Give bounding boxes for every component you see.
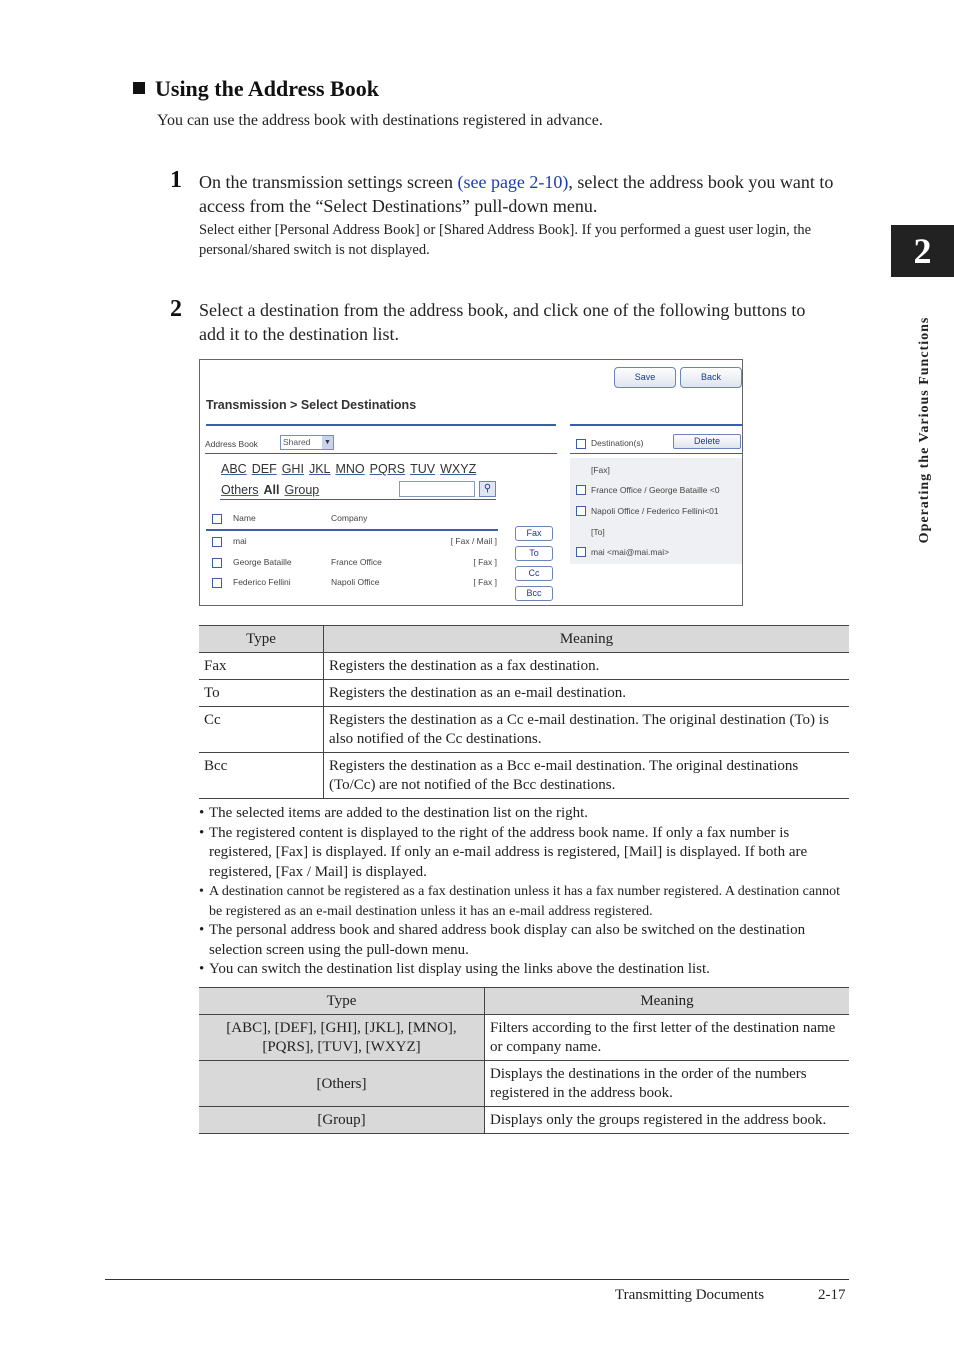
table-cell: [ABC], [DEF], [GHI], [JKL], [MNO], [PQRS], [TUV], [WXYZ] [199,1015,485,1061]
filter-mno[interactable]: MNO [335,462,365,476]
add-to-button[interactable]: To [515,546,553,561]
table-row [199,653,849,680]
select-all-checkbox[interactable] [212,514,222,524]
row-tag: [ Fax ] [473,557,497,567]
table-cell: Displays only the groups registered in the address book. [485,1107,850,1134]
row-company: Napoli Office [331,577,380,587]
table-header: Type [199,988,485,1015]
table-row [199,1061,849,1107]
table-row [199,1015,849,1061]
search-icon[interactable]: ⚲ [479,481,496,497]
step-1-text-b: , select the address book you want to access from the “Select Destinations” pull-down menu. [199,172,834,216]
table-cell: Displays the destinations in the order of the numbers registered in the address book. [485,1061,850,1107]
dest-header-rule [570,453,742,454]
filter-all[interactable]: All [263,483,280,497]
filter-others[interactable]: Others [221,483,259,497]
select-destinations-screenshot [199,359,743,606]
header-rule [205,453,557,454]
filter-pqrs[interactable]: PQRS [369,462,406,476]
page-ref-link[interactable]: (see page 2-10) [457,172,569,192]
list-item: • The personal address book and shared address book display can also be switched on the destination selection screen using the pull-down menu. [199,921,851,960]
step-2-number: 2 [170,296,182,322]
delete-button[interactable]: Delete [673,434,741,449]
table-cell: [Others] [199,1061,485,1107]
dest-checkbox[interactable] [576,506,586,516]
table-header: Meaning [324,626,850,653]
dest-item: France Office / George Bataille <0 [591,485,720,495]
table-cell: Registers the destination as a Bcc e-mail destination. The original destinations (To/Cc) are not notified of the Bcc destinations. [324,753,850,799]
row-company: France Office [331,557,382,567]
add-bcc-button[interactable]: Bcc [515,586,553,601]
type-meaning-table [199,625,849,799]
table-cell: Bcc [199,753,324,799]
chapter-side-label: Operating the Various Functions [917,316,932,544]
table-cell: [Group] [199,1107,485,1134]
dest-item: Napoli Office / Federico Fellini<01 [591,506,719,516]
dest-checkbox[interactable] [576,547,586,557]
step-1-text-a: On the transmission settings screen [199,172,458,192]
footer-page-number: 2-17 [818,1287,846,1303]
table-header: Meaning [485,988,850,1015]
search-input[interactable] [399,481,475,497]
dest-to-label: [To] [591,527,605,537]
table-cell: Filters according to the first letter of the destination name or company name. [485,1015,850,1061]
table-cell: Registers the destination as a fax destination. [324,653,850,680]
table-cell: Registers the destination as a Cc e-mail destination. The original destination (To) is also notified of the Cc destinations. [324,707,850,753]
filter-abc[interactable]: ABC [221,462,247,476]
list-item: • You can switch the destination list display using the links above the destination list. [199,960,851,980]
row-tag: [ Fax ] [473,577,497,587]
back-button[interactable]: Back [680,367,742,388]
row-name: George Bataille [233,557,292,567]
row-name: Federico Fellini [233,577,291,587]
letter-filters [221,462,481,476]
dest-checkbox[interactable] [576,485,586,495]
filter-jkl[interactable]: JKL [308,462,331,476]
table-cell: Fax [199,653,324,680]
table-row [199,707,849,753]
section-title [133,76,379,102]
intro-text: You can use the address book with destinations registered in advance. [157,112,603,129]
filter-def[interactable]: DEF [251,462,277,476]
dest-fax-label: [Fax] [591,465,610,475]
footer-rule [105,1279,849,1280]
filter-tuv[interactable]: TUV [410,462,436,476]
row-checkbox[interactable] [212,537,222,547]
filter-rule [220,499,496,500]
other-filters [221,483,324,497]
list-item: • The registered content is displayed to the right of the address book name. If only a fax number is registered, [Fax] is displayed. If only an e-mail address is registered, [Mail] is displayed. If both are registered, [Fax / Mail] is displayed. [199,824,851,883]
step-1-text [199,170,851,218]
step-2-text: Select a destination from the address book, and click one of the following buttons to add it to the destination list. [199,300,806,344]
dest-header: Destination(s) [591,438,644,448]
footer-section: Transmitting Documents [615,1287,765,1303]
address-book-select-value: Shared [283,437,311,447]
add-cc-button[interactable]: Cc [515,566,553,581]
chapter-tab: 2 [891,225,954,277]
step-1-number: 1 [170,167,182,193]
section-title-text: Using the Address Book [155,76,379,101]
row-tag: [ Fax / Mail ] [450,536,497,546]
table-header: Type [199,626,324,653]
step-1-note: Select either [Personal Address Book] or [Shared Address Book]. If you performed a guest user login, the personal/shared switch is not displayed. [199,222,812,258]
row-name: mai [233,536,247,546]
notes-list [199,804,851,980]
left-divider [206,424,556,426]
screen-title: Transmission > Select Destinations [206,398,417,412]
destination-list [570,458,742,564]
row-checkbox[interactable] [212,558,222,568]
table-row [199,680,849,707]
filter-ghi[interactable]: GHI [281,462,304,476]
col-company: Company [331,513,368,523]
dest-item: mai <mai@mai.mai> [591,547,670,557]
row-checkbox[interactable] [212,578,222,588]
save-button[interactable]: Save [614,367,676,388]
filter-group[interactable]: Group [284,483,320,497]
address-book-label: Address Book [205,439,258,449]
list-header-rule [206,529,498,531]
list-item: • The selected items are added to the destination list on the right. [199,804,851,824]
square-bullet-icon [133,82,145,94]
dest-select-all-checkbox[interactable] [576,439,586,449]
chevron-down-icon[interactable]: ▼ [322,436,333,449]
table-cell: Registers the destination as an e-mail destination. [324,680,850,707]
table-row [199,1107,849,1134]
list-item: • A destination cannot be registered as a fax destination unless it has a fax number registered. A destination cannot be registered as an e-mail destination unless it has an e-mail address registered. [199,882,851,921]
table-cell: Cc [199,707,324,753]
table-cell: To [199,680,324,707]
col-name: Name [233,513,256,523]
address-book-select[interactable] [280,435,334,450]
right-divider [570,424,742,426]
table-row [199,753,849,799]
filter-wxyz[interactable]: WXYZ [440,462,477,476]
filter-links-table [199,987,849,1134]
add-fax-button[interactable]: Fax [515,526,553,541]
